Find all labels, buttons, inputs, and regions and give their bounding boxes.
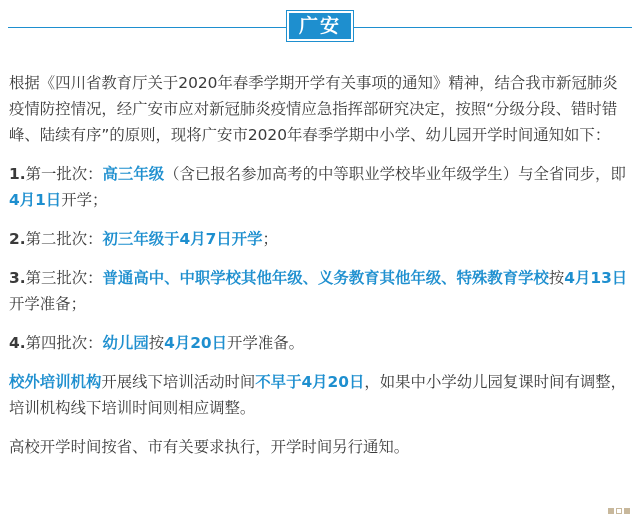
batch-number: 3. [9, 269, 26, 287]
batch-end: 开学； [61, 191, 108, 209]
batch-date: 4月1日 [9, 191, 62, 209]
batch-2 [9, 226, 631, 252]
batch-end: 开学准备。 [227, 334, 305, 352]
batch-highlight: 初三年级于4月7日开学 [102, 230, 263, 248]
batch-end: 开学准备； [9, 295, 86, 313]
closing-paragraph: 高校开学时间按省、市有关要求执行，开学时间另行通知。 [9, 438, 410, 456]
batch-text: （含已报名参加高考的中等职业学校毕业年级学生）与全省同步，即 [164, 165, 626, 183]
batch-label: 第一批次： [25, 165, 103, 183]
batch-end: ； [262, 230, 278, 248]
training-date: 不早于4月20日 [255, 373, 365, 391]
batch-text: 按 [548, 269, 565, 287]
batch-1 [9, 161, 631, 213]
training-text: 开展线下培训活动时间 [101, 373, 256, 391]
ornament-square-icon [608, 508, 614, 514]
training-highlight: 校外培训机构 [9, 373, 102, 391]
intro-paragraph: 根据《四川省教育厅关于2020年春季学期开学有关事项的通知》精神，结合我市新冠肺炎疫情防控情况，经广安市应对新冠肺炎疫情应急指挥部研究决定，按照“分级分段、错时错峰、陆续有序”的原则，现将广安市2020年春季学期中小学、幼儿园开学时间通知如下： [9, 74, 618, 144]
batch-highlight: 普通高中、中职学校其他年级、义务教育其他年级、特殊教育学校 [102, 269, 549, 287]
page-title: 广安 [289, 13, 351, 39]
title-badge [286, 10, 354, 42]
batch-label: 第四批次： [25, 334, 103, 352]
batch-label: 第二批次： [25, 230, 103, 248]
batch-4 [9, 330, 631, 356]
batch-3 [9, 265, 631, 317]
batch-highlight: 幼儿园 [102, 334, 149, 352]
batch-date: 4月20日 [164, 334, 228, 352]
batch-number: 1. [9, 165, 26, 183]
training-end: ，如果中小学幼儿园复课时间有调整，培训机构线下培训时间则相应调整。 [9, 373, 627, 417]
batch-date: 4月13日 [564, 269, 628, 287]
batch-highlight: 高三年级 [102, 165, 165, 183]
batch-number: 2. [9, 230, 26, 248]
article-body [9, 70, 631, 473]
batch-number: 4. [9, 334, 26, 352]
corner-ornament [608, 508, 630, 514]
batch-label: 第三批次： [25, 269, 103, 287]
ornament-square-outline-icon [616, 508, 622, 514]
ornament-square-icon [624, 508, 630, 514]
training-paragraph [9, 369, 631, 421]
batch-text: 按 [148, 334, 165, 352]
